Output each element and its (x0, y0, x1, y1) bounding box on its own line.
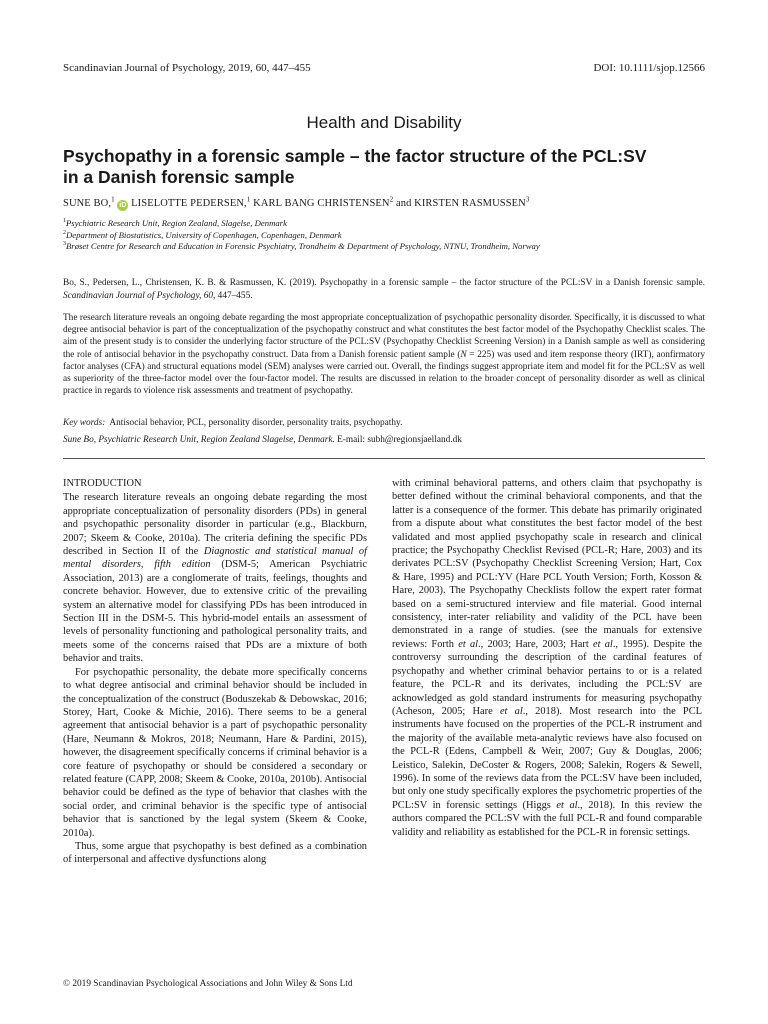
et-al: et al (556, 799, 578, 811)
affiliation-number: 1 (63, 218, 66, 225)
section-heading: INTRODUCTION (63, 478, 142, 489)
author-4-affil: 3 (525, 195, 530, 204)
paragraph-text: ., 1995). Despite the controversy surrounding the description of the cardinal features of psychopathy and whether criminal behavior pertains to or is a related feature, the PCL-R and its derivates, including the PCL:SV are acknowledged as gold standard instruments for measuring psychopathy (Acheson, 2005; Hare (392, 638, 703, 717)
abstract-text: The research literature reveals an ongoing debate regarding the most appropriate conceptualization of psychopathic personality disorder. Specifically, it is discussed to what degree antisocial behavior is part of the conceptualization of the psychopathy construct and what constitutes the best factor model of the Psychopathy Checklist scales. The aim of the present study is to consider the underlying factor structure of the PCL:SV (Psychopathy Checklist Screening Version) in a Danish sample as well as considering the role of antisocial behavior in the psychopathy construct. Data from a Danish forensic patient sample ( (63, 313, 705, 360)
citation-journal: Scandinavian Journal of Psychology, 60, (63, 290, 216, 301)
affiliation-number: 3 (63, 241, 66, 248)
body-paragraph: For psychopathic personality, the debate more specifically concerns to what degree antisocial and criminal behavior should be included in the conceptualization of the construct (Boduszekab & Debowskac, 2016; Storey, Hart, Cooke & Michie, 2016). There seems to be a general agreement that antisocial behavior is a part of psychopathic personality (Hare, Neumann & Mokros, 2018; Neumann, Hare & Pardini, 2015), however, the disagreement specifically concerns if criminal behavior is a core feature of psychopathy or should be considered a secondary or related feature (CAPP, 2008; Skeem & Cooke, 2010a, 2010b). Antisocial behavior could be defined as the type of behavior that clashes with the social order, and criminal behavior is the specific type of antisocial behavior that is sanctioned by the legal system (Skeem & Cooke, 2010a). (63, 666, 367, 839)
affiliation-2 (63, 230, 728, 242)
author-1-affil: 1 (111, 195, 115, 204)
divider (63, 458, 705, 459)
author-2: LISELOTTE PEDERSEN, (131, 198, 247, 209)
citation-text: Bo, S., Pedersen, L., Christensen, K. B. & Rasmussen, K. (2019). Psychopathy in a forensic sample – the factor structure of the PCL:SV in a Danish forensic sample. (63, 278, 705, 288)
article-title (63, 146, 705, 188)
author-3-affil: 2 (389, 195, 394, 204)
affiliation-text: Psychiatric Research Unit, Region Zealand, Slagelse, Denmark (66, 218, 287, 228)
affiliation-text: Brøset Centre for Research and Education in Forensic Psychiatry, Trondheim & Department of Psychology, NTNU, Trondheim, Norway (66, 241, 540, 251)
correspondence-text: Sune Bo, Psychiatric Research Unit, Region Zealand Slagelse, Denmark. (63, 435, 335, 445)
keywords (63, 417, 705, 429)
paragraph-text: ., 2018). Most research into the PCL instruments have focused on the properties of the PCL-R instrument and the majority of the available meta-analytic reviews have also focused on the PCL-R (Edens, Campbell & Weir, 2007; Guy & Douglas, 2006; Leistico, Salekin, DeCoster & Rogers, 2008; Salekin, Rogers & Sewell, 1996). In some of the reviews data from the PCL:SV have been included, but only one study specifically explores the psychometric properties of the PCL:SV in forensic settings (Higgs (392, 705, 702, 811)
copyright-footer: © 2019 Scandinavian Psychological Associations and John Wiley & Sons Ltd (63, 979, 353, 989)
body-paragraph (63, 491, 367, 665)
body-column-right (392, 477, 702, 839)
dsm-title: Diagnostic and statistical manual of mental disorders, fifth edition (63, 546, 368, 571)
et-al: et al (593, 638, 613, 650)
correspondence (63, 434, 705, 446)
author-4: KIRSTEN RASMUSSEN (414, 198, 526, 209)
author-2-affil: 1 (246, 195, 251, 204)
abstract-n-symbol: N (460, 349, 467, 360)
affiliation-3 (63, 241, 728, 253)
correspondence-email[interactable]: E-mail: subh@regionsjaelland.dk (337, 435, 462, 445)
running-header (63, 62, 705, 76)
orcid-icon[interactable]: iD (119, 202, 127, 209)
citation (63, 277, 705, 302)
paragraph-text: with criminal behavioral patterns, and others claim that psychopathy is better defined without the criminal behavioral components, and that the latter is a consequence of the former. This debate has primarily originated from a dispute about what constitutes the best factor model of the best validated and most applied psychopathy scale in research and clinical practice; the Psychopathy Checklist Revised (PCL-R; Hare, 2003) and its derivates PCL:SV (Psychopathy Checklist Screening Version; Hart, Cox & Hare, 1995) and PCL:YV (Hare PCL Youth Version; Forth, Kosson & Hare, 2003). The Psychopathy Checklists follow the expert rater format based on a semi-structured interview and file material. Good internal consistency, inter-rater reliability and validity of the PCL have been demonstrated in a range of studies. (see the manuals for extensive reviews: Forth (392, 478, 702, 650)
et-al: et al (458, 638, 479, 650)
citation-pages: 447–455. (217, 290, 253, 301)
affiliation-1 (63, 218, 728, 230)
affiliations (63, 218, 728, 253)
paragraph-text: ., 2018). In this review the authors compared the PCL:SV with the full PCL-R and found comparable validity and reliability as established for the PCL-R in forensic settings. (392, 799, 702, 838)
title-line-1: Psychopathy in a forensic sample – the factor structure of the PCL:SV (63, 146, 647, 166)
title-line-2: in a Danish forensic sample (63, 167, 295, 187)
body-paragraph (392, 477, 702, 839)
keywords-label: Key words: (63, 418, 106, 428)
body-paragraph: Thus, some argue that psychopathy is best defined as a combination of interpersonal and affective dysfunctions along (63, 840, 367, 866)
affiliation-text: Department of Biostatistics, University of Copenhagen, Copenhagen, Denmark (66, 229, 342, 240)
author-1: SUNE BO, (63, 198, 112, 209)
journal-reference: Scandinavian Journal of Psychology, 2019, 60, 447–455 (63, 62, 311, 74)
paragraph-text: (DSM-5; American Psychiatric Association, 2013) are a conglomerate of traits, feelings, thoughts and concrete behavior. However, due to extensive critic of the prevailing system an alternative model for classifying PDs has been introduced in Section III in the DSM-5. This hybrid-model entails an assessment of levels of personality functioning and pathological personality traits, and meets some of the concerns raised that PDs are a mixture of both behavior and traits. (63, 559, 367, 665)
body-column-left (63, 477, 367, 867)
author-list (63, 195, 728, 211)
doi-link[interactable]: DOI: 10.1111/sjop.12566 (593, 62, 705, 74)
affiliation-number: 2 (63, 229, 66, 236)
author-3: KARL BANG CHRISTENSEN (253, 198, 390, 209)
author-and: and (395, 198, 412, 209)
paragraph-text: ., 2003; Hare, 2003; Hart (478, 638, 593, 650)
keywords-text: Antisocial behavior, PCL, personality disorder, personality traits, psychopathy. (109, 418, 403, 428)
section-label: Health and Disability (306, 113, 462, 132)
abstract (63, 312, 705, 397)
et-al: et al (499, 705, 523, 717)
paragraph-text: The research literature reveals an ongoing debate regarding the most appropriate conceptualization of personality disorders (PDs) in general and psychopathic personality disorder in particular (e.g., Blackburn, 2007; Skeem & Cooke, 2010a). The criteria defining the specific PDs described in Section II of the (63, 492, 367, 558)
abstract-text-continued: = 225) was used and item response theory (IRT), aonfirmatory factor analyses (CFA) and structural equations model (SEM) analyses were carried out. Overall, the findings suggest appropriate item and model fit for the PCL:SV as well as superiority of the three-factor model over the four-factor model. The results are discussed in relation to the broader concept of personality disorder as well as clinical practice in regards to violence risk assessments and treatment of psychopathy. (63, 349, 705, 397)
